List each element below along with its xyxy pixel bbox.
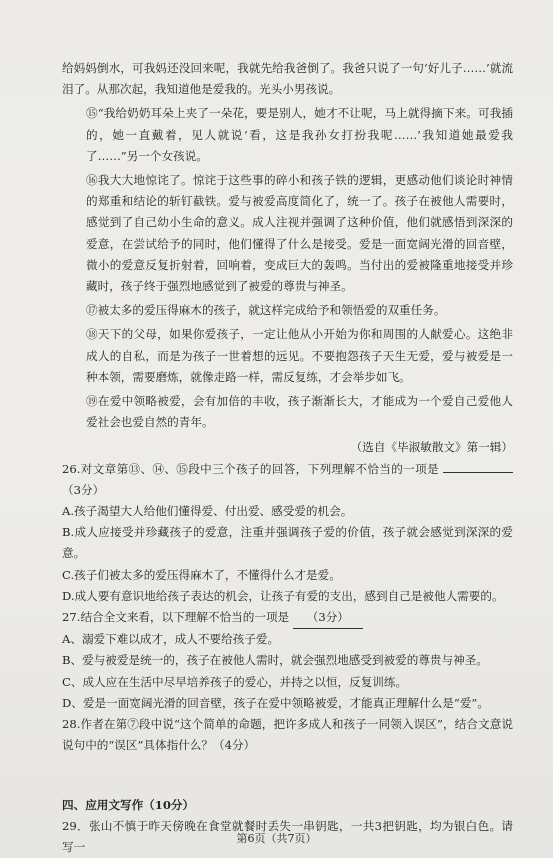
question-26-score: （3分） [62, 482, 105, 497]
question-27-option-a: A、溺爱下难以成才，成人不要给孩子爱。 [62, 632, 280, 647]
passage-paragraph-18: ⑱天下的父母，如果你爱孩子，一定让他从小开始为你和周围的人献爱心。这绝非成人的自私，而是为孩子一世着想的远见。不要抱怨孩子天生无爱，爱与被爱是一种本领，需要磨炼，就像走路一样，需反复练，才会举步如飞。 [86, 327, 513, 384]
question-29: 29．张山不慎于昨天傍晚在食堂就餐时丢失一串钥匙，一共3把钥匙，均为银白色。请写一 [62, 818, 513, 854]
passage-paragraph-17: ⑰被太多的爱压得麻木的孩子，就这样完成给予和领悟爱的双重任务。 [86, 303, 446, 318]
question-26-stem [62, 459, 513, 501]
question-26-option-a: A.孩子渴望大人给他们懂得爱、付出爱、感受爱的机会。 [62, 504, 353, 519]
question-26-option-b: B.成人应接受并珍藏孩子的爱意，注重并强调孩子爱的价值，孩子就会感觉到深深的爱意。 [62, 525, 513, 561]
passage-paragraph-14-continued: 给妈妈倒水，可我妈还没回来呢，我就先给我爸倒了。我爸只说了一句‘好儿子……’就流泪了。从那次起，我知道他是爱我的。光头小男孩说。 [62, 61, 513, 97]
question-27-option-b: B、爱与被爱是统一的，孩子在被他人需时，就会强烈地感受到被爱的尊贵与神圣。 [62, 653, 488, 668]
question-27-score: （3分） [306, 610, 349, 625]
question-26-text: 26.对文章第⑬、⑭、⑮段中三个孩子的回答，下列理解不恰当的一项是 [62, 461, 439, 476]
question-27-stem [62, 607, 513, 629]
section-4-heading: 四、应用文写作（10分） [62, 797, 195, 812]
question-26-option-c: C.孩子们被太多的爱压得麻木了，不懂得什么才是爱。 [62, 567, 341, 582]
question-27-text: 27.结合全文来看，以下理解不恰当的一项是 [62, 610, 290, 625]
passage-paragraph-19: ⑲在爱中领略被爱，会有加倍的丰收，孩子渐渐长大，才能成为一个爱自己爱他人爱社会也爱自然的青年。 [86, 394, 513, 430]
page-footer: 第6页（共7页） [236, 832, 317, 845]
passage-paragraph-15: ⑮“我给奶奶耳朵上夹了一朵花，要是别人，她才不让呢，马上就得摘下来。可我插的，她一直戴着，见人就说‘看，这是我孙女打扮我呢……’我知道她最爱我了……”另一个女孩说。 [86, 106, 513, 163]
question-28: 28.作者在第⑦段中说“这个简单的命题，把许多成人和孩子一同领入误区”，结合文意说说句中的“误区”具体指什么？（4分） [62, 717, 513, 753]
question-26-option-d: D.成人要有意识地给孩子表达的机会，让孩子有爱的支出，感到自己是被他人需要的。 [62, 588, 504, 603]
question-27-option-c: C、成人应在生活中尽早培养孩子的爱心，并持之以恒，反复训练。 [62, 674, 408, 689]
question-26-answer-blank[interactable] [443, 472, 513, 473]
question-27-option-d: D、爱是一面宽阔光滑的回音壁，孩子在爱中领略被爱，才能真正理解什么是“爱”。 [62, 695, 489, 710]
question-27-answer-blank[interactable] [293, 607, 363, 629]
passage-paragraph-16: ⑯我大大地惊诧了。惊诧于这些事的碎小和孩子铁的逻辑，更感动他们谈论时神情的郑重和结论的斩钉截铁。爱与被爱高度简化了，统一了。孩子在被他人需要时，感觉到了自己幼小生命的意义。成人注视并强调了这种价值，他们就感悟到深深的爱意，在尝试给予的同时，他们懂得了什么是接受。爱是一面宽阔光滑的回音壁，微小的爱意反复折射着，回响着，变成巨大的轰鸣。当付出的爱被隆重地接受并珍藏时，孩子终于强烈地感觉到了被爱的尊贵与神圣。 [86, 173, 513, 294]
passage-source: （选自《毕淑敏散文》第一辑） [350, 440, 513, 455]
